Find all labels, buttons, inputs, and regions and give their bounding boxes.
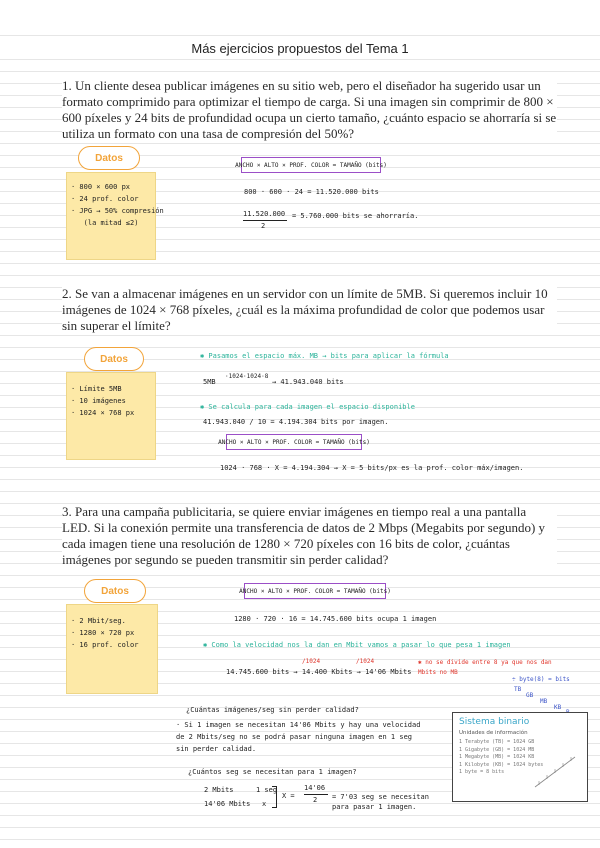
note-3: ✱ Como la velocidad nos la dan en Mbit vamos a pasar lo que pesa 1 imagen [203,641,511,649]
proportion-r1-right: 1 seg [256,786,278,794]
proportion-r1-left: 2 Mbits [204,786,234,794]
question-2: ¿Cuántos seg se necesitan para 1 imagen? [188,768,357,776]
conversion-factor: ·1024·1024·8 [225,373,269,380]
proportion-x: X = [282,792,295,800]
page-title: Más ejercicios propuestos del Tema 1 [0,41,600,56]
note-2b: ✱ Se calcula para cada imagen el espacio disponible [200,403,415,411]
calc-1: 800 · 600 · 24 = 11.520.000 bits [244,188,379,196]
calc-per-image: 41.943.040 / 10 = 4.194.304 bits por imagen. [203,418,389,426]
binary-unit-item: 1 Megabyte (MB) = 1024 KB [459,754,535,760]
problem-3-statement: 3. Para una campaña publicitaria, se quiere enviar imágenes en tiempo real a una pantalla LED. Si la conexión permite una transferencia de datos de 2 Mbps (Megabits por segundo) y cada imagen tiene una resolución de 1280 × 720 píxeles con 16 bits de color, ¿cuántas imágenes por segundo se pueden transmitir sin perder calidad? [62,504,557,568]
fraction-bar [243,220,287,221]
binary-panel-subtitle: Unidades de información [459,730,528,736]
proportion-bracket [272,786,277,808]
datos-label-1: Datos [78,146,140,170]
binary-unit-item: 1 byte = 8 bits [459,769,505,775]
scale-label: TB [514,686,522,693]
conversion-divisor-2: /1024 [356,658,375,665]
proportion-r2-left: 14'06 Mbits [204,800,251,808]
formula-box-3: ANCHO × ALTO × PROF. COLOR = TAMAÑO (bits) [244,583,386,599]
calc-final-2: 1024 · 768 · X = 4.194.304 → X = 5 bits/px es la prof. color máx/imagen. [220,464,524,472]
datos-item: · Límite 5MB [71,385,122,393]
datos-label-3: Datos [84,579,146,603]
fraction-3 [304,784,330,806]
fraction-1 [243,210,289,232]
fraction-numerator: 11.520.000 [243,210,286,218]
problem-2-statement: 2. Se van a almacenar imágenes en un servidor con un límite de 5MB. Si queremos incluir 10 imágenes de 1024 × 768 píxeles, ¿cuál es la máxima profundidad de color que podemos usar sin superar el límite? [62,286,557,334]
scale-label: GB [526,692,534,699]
proportion-result: = 7'03 seg se necesitan para pasar 1 imagen. [332,793,429,811]
datos-sticky-1 [66,172,164,260]
datos-item: · 16 prof. color [71,641,139,649]
conversion-left: 5MB [203,378,216,386]
proportion-r2-right: x [262,800,267,808]
datos-sticky-2 [66,372,156,460]
fraction-denominator: 2 [261,222,266,230]
datos-item: · 1024 × 768 px [71,409,135,417]
datos-item: · 10 imágenes [71,397,126,405]
staircase-doodle-icon [533,751,583,791]
binary-unit-item: 1 Kilobyte (KB) = 1024 bytes [459,761,544,768]
conversion-result: → 41.943.040 bits [272,378,344,386]
datos-item: · 800 × 600 px [71,183,131,191]
datos-label-2: Datos [84,347,144,371]
answer-1: · Si 1 imagen se necesitan 14'06 Mbits y hay una velocidad de 2 Mbits/seg no se podrá pasar ninguna imagen en 1 seg sin perder calidad. [176,721,421,753]
binary-panel-title: Sistema binario [459,717,530,727]
datos-item: · 1280 × 720 px [71,629,135,637]
datos-item: · JPG → 50% compresión [71,207,164,215]
calc-3: 1280 · 720 · 16 = 14.745.600 bits ocupa 1 imagen [234,615,437,623]
datos-item: (la mitad ≤2) [71,219,139,227]
conversion-line: 14.745.600 bits → 14.400 Kbits → 14'06 Mbits [226,668,412,676]
fraction-bar [304,794,328,795]
fraction-numerator: 14'06 [304,784,326,792]
red-note: ✱ no se divide entre 8 ya que nos dan Mbits no MB [418,659,552,676]
problem-1-statement: 1. Un cliente desea publicar imágenes en su sitio web, pero el diseñador ha sugerido usar un formato comprimido para optimizar el tiempo de carga. Si una imagen sin comprimir de 800 × 600 píxeles y 24 bits de profundidad ocupa un cierto tamaño, ¿cuánto espacio se ahorraría si se utiliza un formato con una tasa de compresión del 50%? [62,78,557,141]
fraction-denominator: 2 [313,796,318,804]
formula-box-2: ANCHO × ALTO × PROF. COLOR = TAMAÑO (bits) [226,434,362,450]
datos-sticky-3 [66,604,158,694]
result-1: = 5.760.000 bits se ahorraría. [292,212,419,220]
binary-unit-item: 1 Gigabyte (GB) = 1024 MB [459,746,535,753]
conversion-divisor-1: /1024 [302,658,321,665]
note-2a: ✱ Pasamos el espacio máx. MB → bits para aplicar la fórmula [200,352,449,360]
datos-item: · 24 prof. color [71,195,139,203]
binary-units-panel [452,712,588,802]
scale-label: KB [554,704,562,711]
top-bar [0,0,600,28]
binary-unit-item: 1 Terabyte (TB) = 1024 GB [459,739,535,745]
question-1: ¿Cuántas imágenes/seg sin perder calidad? [186,706,359,714]
formula-box-1: ANCHO × ALTO × PROF. COLOR = TAMAÑO (bits) [241,157,381,173]
scale-label: MB [540,698,548,705]
datos-item: · 2 Mbit/seg. [71,617,126,625]
scale-note: ÷ byte(8) = bits [512,676,570,683]
